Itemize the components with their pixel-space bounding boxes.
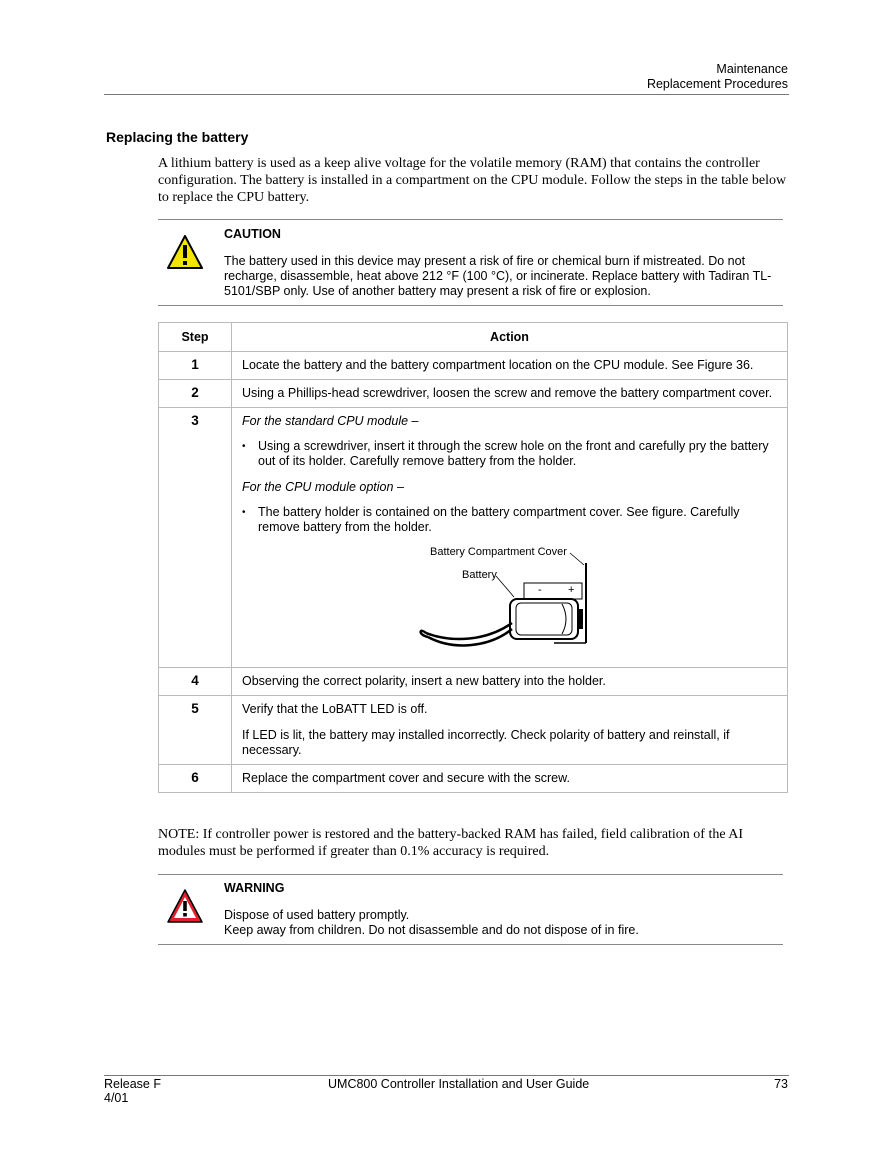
bullet-icon: • <box>242 441 246 452</box>
caution-triangle-icon <box>166 234 204 270</box>
step-number: 3 <box>159 408 232 668</box>
caution-body: The battery used in this device may present a risk of fire or chemical burn if mistreated. Do not recharge, disassemble, heat above 212 °F (100 °C), or incinerate. Replace battery with Tadiran TL-5101/SBP only. Use of another battery may present a risk of fire or explosion. <box>224 254 772 298</box>
step-action-line: If LED is lit, the battery may installed incorrectly. Check polarity of battery and reinstall, if necessary. <box>242 728 730 757</box>
step-number: 5 <box>159 696 232 765</box>
warning-line-1: Dispose of used battery promptly. <box>224 908 410 922</box>
step-action <box>232 696 788 765</box>
step-action: Observing the correct polarity, insert a new battery into the holder. <box>232 668 788 696</box>
caution-notice <box>158 219 783 306</box>
footer-release <box>104 1077 161 1105</box>
note-paragraph: NOTE: If controller power is restored and the battery-backed RAM has failed, field calibration of the AI modules must be performed if greater than 0.1% accuracy is required. <box>158 827 744 859</box>
warning-notice <box>158 874 783 945</box>
steps-table <box>158 322 788 793</box>
step-action-line: Verify that the LoBATT LED is off. <box>242 702 428 716</box>
step-action: Using a Phillips-head screwdriver, loosen the screw and remove the battery compartment cover. <box>232 380 788 408</box>
bullet-icon: • <box>242 507 246 518</box>
footer-rule <box>104 1075 789 1076</box>
step-number: 4 <box>159 668 232 696</box>
table-row <box>159 408 788 668</box>
table-row <box>159 696 788 765</box>
header-chapter: Maintenance <box>716 62 788 76</box>
step-number: 1 <box>159 352 232 380</box>
bullet-item <box>242 439 779 469</box>
standard-cpu-heading: For the standard CPU module – <box>242 414 419 428</box>
table-row <box>159 765 788 793</box>
step-column-header: Step <box>159 323 232 352</box>
step-action <box>232 408 788 668</box>
bullet-text: The battery holder is contained on the battery compartment cover. See figure. Carefully remove battery from the holder. <box>258 505 740 534</box>
bullet-item <box>242 505 779 535</box>
footer-release-label: Release F <box>104 1077 161 1091</box>
table-row <box>159 380 788 408</box>
step-action: Replace the compartment cover and secure with the screw. <box>232 765 788 793</box>
table-row <box>159 352 788 380</box>
table-header-row <box>159 323 788 352</box>
cpu-option-heading: For the CPU module option – <box>242 480 404 494</box>
running-header <box>647 62 788 92</box>
battery-label: Battery <box>462 569 497 581</box>
header-rule <box>104 94 789 95</box>
minus-sign: - <box>538 584 542 596</box>
bullet-text: Using a screwdriver, insert it through the screw hole on the front and carefully pry the battery out of its holder. Carefully remove battery from the holder. <box>258 439 769 468</box>
page-number: 73 <box>774 1077 788 1091</box>
footer-date: 4/01 <box>104 1091 129 1105</box>
caution-title: CAUTION <box>224 227 281 241</box>
warning-line-2: Keep away from children. Do not disassemble and do not dispose of in fire. <box>224 923 639 937</box>
plus-sign: + <box>568 584 575 596</box>
step-number: 6 <box>159 765 232 793</box>
cover-label: Battery Compartment Cover <box>430 546 567 558</box>
battery-figure <box>242 543 779 661</box>
header-section: Replacement Procedures <box>646 77 788 91</box>
warning-triangle-icon <box>166 888 204 924</box>
intro-paragraph: A lithium battery is used as a keep alive voltage for the volatile memory (RAM) that contains the controller configuration. The battery is installed in a compartment on the CPU module. Follow the steps in the table below to replace the CPU battery. <box>158 156 787 205</box>
table-row <box>159 668 788 696</box>
warning-title: WARNING <box>224 881 285 895</box>
section-title: Replacing the battery <box>106 129 249 145</box>
step-number: 2 <box>159 380 232 408</box>
step-action: Locate the battery and the battery compartment location on the CPU module. See Figure 36. <box>232 352 788 380</box>
battery-compartment-drawing <box>242 543 852 661</box>
footer-title: UMC800 Controller Installation and User Guide <box>328 1077 590 1091</box>
action-column-header: Action <box>232 323 788 352</box>
